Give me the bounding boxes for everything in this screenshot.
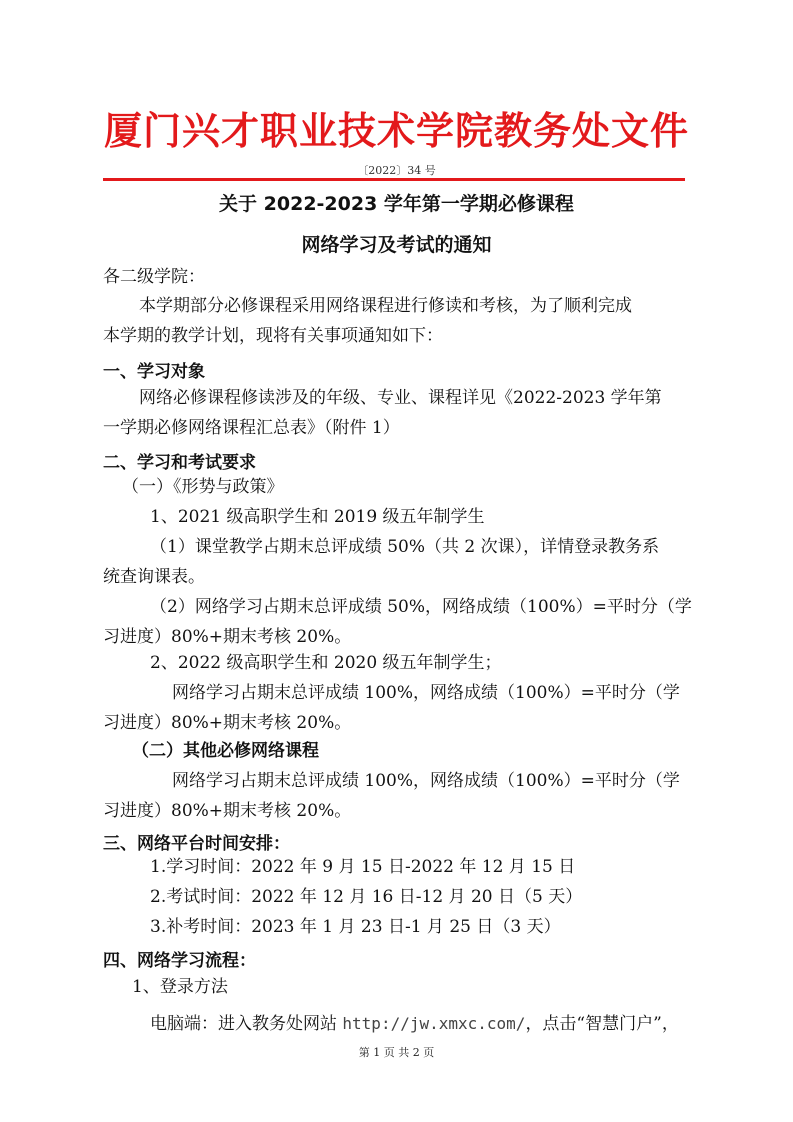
document-header-title: 厦门兴才职业技术学院教务处文件 [103,108,689,153]
section-2-sub-2-a1: 网络学习占期末总评成绩 100%，网络成绩（100%）=平时分（学 [172,771,680,791]
section-2-item-1-b2: 习进度）80%+期末考核 20%。 [103,627,352,647]
login-pc-prefix: 电脑端：进入教务处网站 [150,1014,343,1034]
section-2-item-1-a1: （1）课堂教学占期末总评成绩 50%（共 2 次课），详情登录教务系 [150,537,660,557]
intro-line-1: 本学期部分必修课程采用网络课程进行修读和考核，为了顺利完成 [139,296,632,316]
page-footer: 第 1 页 共 2 页 [358,1046,435,1059]
section-2-item-2-a2: 习进度）80%+期末考核 20%。 [103,713,352,733]
schedule-study: 1.学习时间：2022 年 9 月 15 日-2022 年 12 月 15 日 [150,857,576,877]
section-2-item-1-b1: （2）网络学习占期末总评成绩 50%，网络成绩（100%）=平时分（学 [150,597,692,617]
schedule-exam: 2.考试时间：2022 年 12 月 16 日-12 月 20 日（5 天） [150,887,583,907]
intro-line-2: 本学期的教学计划，现将有关事项通知如下： [103,326,443,346]
greeting: 各二级学院： [103,267,205,287]
section-2-item-2: 2、2022 级高职学生和 2020 级五年制学生； [150,653,502,673]
section-2-item-1-a2: 统查询课表。 [103,567,205,587]
section-4-sub-1: 1、登录方法 [132,977,228,997]
login-pc-suffix: ，点击“智慧门户”， [525,1014,679,1034]
schedule-makeup: 3.补考时间：2023 年 1 月 23 日-1 月 25 日（3 天） [150,917,561,937]
section-3-heading: 三、网络平台时间安排： [103,834,290,854]
red-divider-line [103,178,685,181]
subject-line-1: 关于 2022-2023 学年第一学期必修课程 [219,193,574,215]
section-2-item-1: 1、2021 级高职学生和 2019 级五年制学生 [150,507,485,527]
subject-line-2: 网络学习及考试的通知 [301,234,492,256]
document-number: 〔2022〕34 号 [357,164,436,177]
section-1-text-2: 一学期必修网络课程汇总表》（附件 1） [103,418,400,438]
section-2-sub-2: （二）其他必修网络课程 [132,741,319,761]
section-1-text-1: 网络必修课程修读涉及的年级、专业、课程详见《2022-2023 学年第 [139,388,662,408]
section-2-item-2-a1: 网络学习占期末总评成绩 100%，网络成绩（100%）=平时分（学 [172,683,680,703]
login-pc-line [150,1013,679,1035]
section-4-heading: 四、网络学习流程： [103,951,256,971]
academic-affairs-link[interactable]: http://jw.xmxc.com/ [342,1014,526,1033]
section-2-sub-2-a2: 习进度）80%+期末考核 20%。 [103,801,352,821]
section-2-heading: 二、学习和考试要求 [103,453,256,473]
section-1-heading: 一、学习对象 [103,362,205,382]
section-2-sub-1: （一）《形势与政策》 [122,477,284,497]
